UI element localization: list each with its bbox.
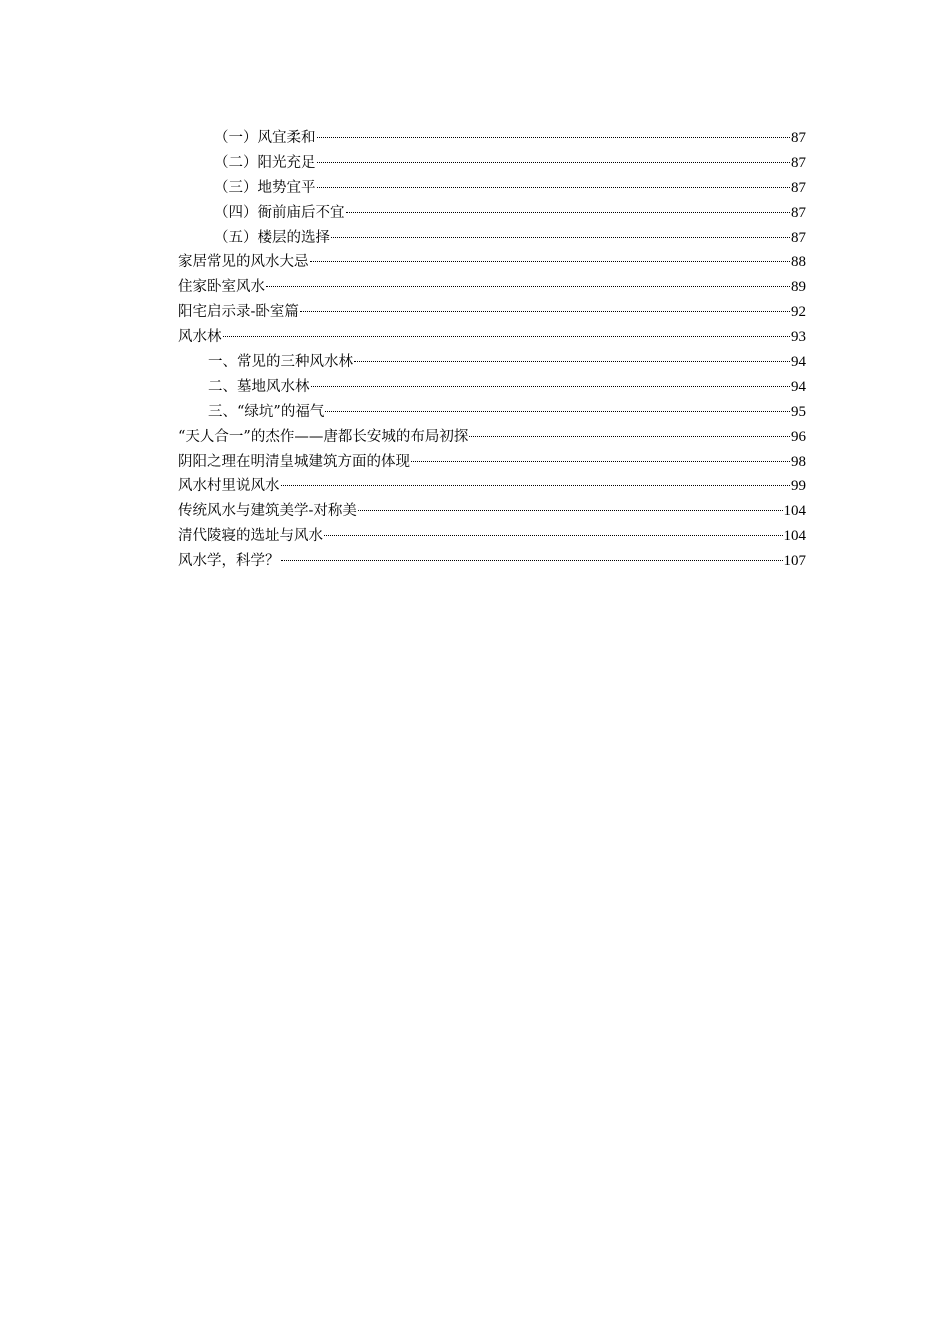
toc-entry-title: （二）阳光充足 bbox=[214, 154, 316, 171]
toc-entry-page: 99 bbox=[791, 478, 806, 495]
toc-entry-page: 95 bbox=[791, 403, 806, 420]
toc-entry-page: 94 bbox=[791, 354, 806, 371]
toc-entry[interactable] bbox=[178, 499, 806, 524]
toc-dot-leader bbox=[358, 510, 783, 511]
toc-entry-title: 传统风水与建筑美学-对称美 bbox=[178, 503, 357, 520]
toc-entry[interactable] bbox=[178, 400, 806, 425]
toc-entry-page: 87 bbox=[791, 154, 806, 171]
toc-dot-leader bbox=[411, 461, 790, 462]
toc-dot-leader bbox=[325, 411, 790, 412]
toc-entry-title: 住家卧室风水 bbox=[178, 279, 265, 296]
toc-dot-leader bbox=[311, 386, 791, 387]
toc-entry[interactable] bbox=[178, 350, 806, 375]
toc-entry-title: （四）衙前庙后不宜 bbox=[214, 204, 345, 221]
toc-entry-title: 三、“绿坑”的福气 bbox=[208, 403, 325, 420]
toc-dot-leader bbox=[281, 485, 791, 486]
toc-dot-leader bbox=[266, 286, 790, 287]
toc-entry-page: 104 bbox=[783, 528, 806, 545]
toc-entry[interactable] bbox=[178, 176, 806, 201]
toc-dot-leader bbox=[346, 212, 791, 213]
toc-entry-page: 87 bbox=[791, 179, 806, 196]
toc-entry[interactable] bbox=[178, 250, 806, 275]
toc-entry-page: 87 bbox=[791, 229, 806, 246]
toc-entry-page: 87 bbox=[791, 204, 806, 221]
toc-entry[interactable] bbox=[178, 375, 806, 400]
toc-entry-title: 家居常见的风水大忌 bbox=[178, 254, 309, 271]
toc-entry[interactable] bbox=[178, 425, 806, 450]
toc-entry-page: 88 bbox=[791, 254, 806, 271]
toc-dot-leader bbox=[331, 237, 790, 238]
toc-entry-title: 清代陵寝的选址与风水 bbox=[178, 528, 323, 545]
toc-dot-leader bbox=[324, 535, 783, 536]
toc-entry-title: 风水学，科学？ bbox=[178, 553, 280, 570]
toc-entry[interactable] bbox=[178, 549, 806, 574]
toc-entry-title: （五）楼层的选择 bbox=[214, 229, 330, 246]
toc-entry-page: 92 bbox=[791, 304, 806, 321]
toc-entry[interactable] bbox=[178, 474, 806, 499]
toc-entry-title: （一）风宜柔和 bbox=[214, 130, 316, 146]
toc-entry-title: 阴阳之理在明清皇城建筑方面的体现 bbox=[178, 453, 410, 470]
toc-entry-page: 96 bbox=[791, 428, 806, 445]
toc-dot-leader bbox=[317, 187, 791, 188]
toc-entry-page: 98 bbox=[791, 453, 806, 470]
toc-dot-leader bbox=[300, 311, 790, 312]
toc-entry[interactable] bbox=[178, 300, 806, 325]
toc-entry[interactable] bbox=[178, 450, 806, 475]
table-of-contents bbox=[178, 126, 806, 574]
toc-entry-title: 一、常见的三种风水林 bbox=[208, 354, 353, 371]
toc-entry-page: 93 bbox=[791, 329, 806, 346]
toc-dot-leader bbox=[223, 336, 791, 337]
toc-dot-leader bbox=[469, 436, 790, 437]
toc-entry-title: 阳宅启示录-卧室篇 bbox=[178, 304, 299, 321]
toc-entry-page: 89 bbox=[791, 279, 806, 296]
toc-entry[interactable] bbox=[178, 325, 806, 350]
toc-entry-page: 87 bbox=[791, 130, 806, 146]
toc-dot-leader bbox=[317, 137, 791, 138]
toc-entry[interactable] bbox=[178, 524, 806, 549]
toc-entry-page: 104 bbox=[783, 503, 806, 520]
toc-entry[interactable] bbox=[178, 126, 806, 151]
toc-dot-leader bbox=[354, 361, 790, 362]
toc-entry[interactable] bbox=[178, 226, 806, 251]
toc-entry-page: 94 bbox=[791, 378, 806, 395]
toc-entry[interactable] bbox=[178, 151, 806, 176]
toc-dot-leader bbox=[317, 162, 791, 163]
toc-entry-title: （三）地势宜平 bbox=[214, 179, 316, 196]
toc-entry-page: 107 bbox=[783, 553, 806, 570]
toc-dot-leader bbox=[310, 261, 791, 262]
toc-entry[interactable] bbox=[178, 201, 806, 226]
toc-dot-leader bbox=[281, 560, 783, 561]
toc-entry-title: “天人合一”的杰作——唐都长安城的布局初探 bbox=[178, 428, 469, 445]
toc-entry-title: 风水林 bbox=[178, 329, 222, 346]
toc-entry[interactable] bbox=[178, 275, 806, 300]
toc-entry-title: 风水村里说风水 bbox=[178, 478, 280, 495]
toc-entry-title: 二、墓地风水林 bbox=[208, 378, 310, 395]
